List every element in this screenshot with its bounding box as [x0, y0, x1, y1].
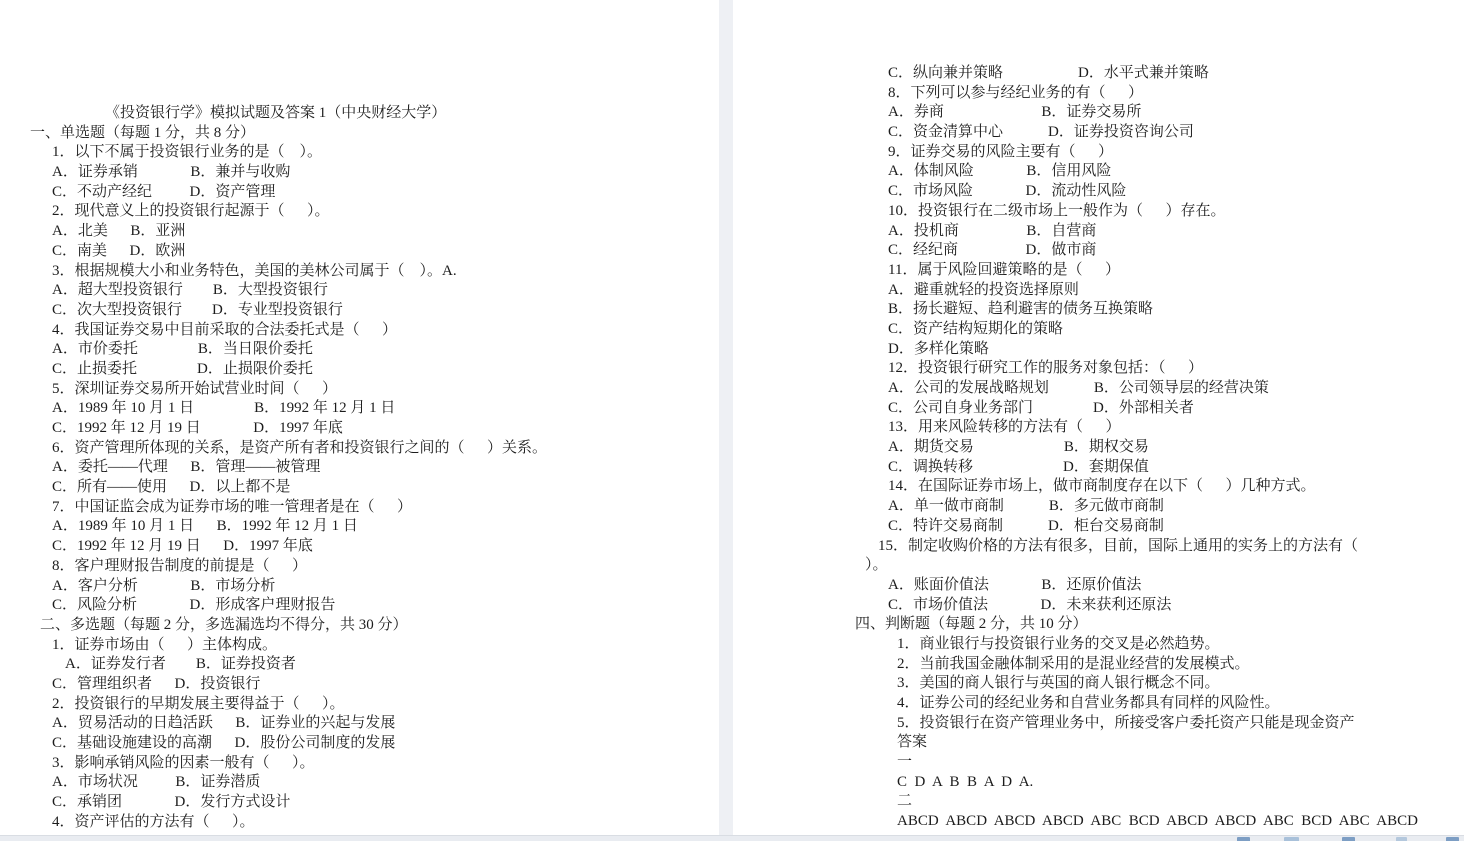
text-line: 2．现代意义上的投资银行起源于（ ）。	[52, 203, 330, 220]
text-line: 10．投资银行在二级市场上一般作为（ ）存在。	[888, 202, 1226, 219]
text-line: C．风险分析 D．形成客户理财报告	[52, 597, 336, 614]
bottom-toolbar-strip	[0, 835, 1464, 841]
text-line: C．1992 年 12 月 19 日 D．1997 年底	[52, 420, 343, 436]
text-line: A．市场状况 B．证券潜质	[52, 774, 261, 791]
text-line: 2．当前我国金融体制采用的是混业经营的发展模式。	[897, 655, 1250, 672]
text-line: 8．下列可以参与经纪业务的有（ ）	[888, 84, 1144, 101]
text-line: A．公司的发展战略规划 B．公司领导层的经营决策	[888, 380, 1269, 396]
text-line: C．承销团 D．发行方式设计	[52, 794, 291, 811]
text-line: 1．商业银行与投资银行业务的交叉是必然趋势。	[897, 635, 1220, 652]
taskbar-icon-partial[interactable]	[1342, 837, 1355, 841]
text-line: A．账面价值法 B．还原价值法	[888, 576, 1142, 593]
taskbar-icon-partial[interactable]	[1284, 837, 1299, 841]
text-line: D．多样化策略	[888, 340, 989, 357]
text-line: 四、判断题（每题 2 分，共 10 分）	[855, 616, 1088, 633]
text-line: A．单一做市商制 B．多元做市商制	[888, 498, 1164, 515]
text-line: A．1989 年 10 月 1 日 B．1992 年 12 月 1 日	[52, 518, 358, 535]
taskbar-icon-partial[interactable]	[1237, 837, 1250, 841]
text-line: C．1992 年 12 月 19 日 D．1997 年底	[52, 538, 313, 555]
left-page-text	[0, 104, 719, 832]
page-right	[733, 0, 1464, 836]
text-line: 《投资银行学》模拟试题及答案 1（中央财经大学）	[105, 105, 447, 121]
text-line: 15．制定收购价格的方法有很多，目前，国际上通用的实务上的方法有（	[878, 537, 1359, 554]
text-line: B．扬长避短、趋利避害的债务互换策略	[888, 301, 1154, 318]
text-line: 4．我国证券交易中目前采取的合法委托式是（ ）	[52, 321, 398, 338]
text-line: A．期货交易 B．期权交易	[888, 439, 1149, 456]
text-line: C．资产结构短期化的策略	[888, 320, 1064, 337]
text-line: A．券商 B．证券交易所	[888, 104, 1142, 121]
text-line: 一	[897, 754, 913, 771]
text-line: 13．用来风险转移的方法有（ ）	[888, 419, 1121, 436]
text-line: 2．投资银行的早期发展主要得益于（ ）。	[52, 695, 345, 712]
text-line: C．调换转移 D．套期保值	[888, 458, 1149, 475]
text-line: ）。	[865, 557, 888, 574]
text-line: 答案	[897, 734, 928, 751]
text-line: A．1989 年 10 月 1 日 B．1992 年 12 月 1 日	[52, 400, 396, 417]
text-line: A．北美 B．亚洲	[52, 223, 186, 240]
text-line: 4．资产评估的方法有（ ）。	[52, 813, 255, 830]
text-line: 3．影响承销风险的因素一般有（ ）。	[52, 754, 315, 771]
text-line: C．所有——使用 D．以上都不是	[52, 479, 291, 496]
page-divider	[719, 0, 733, 836]
text-line: 二	[897, 793, 913, 810]
text-line: C．市场风险 D．流动性风险	[888, 183, 1127, 200]
text-line: C．市场价值法 D．未来获利还原法	[888, 596, 1172, 613]
text-line: C．特许交易商制 D．柜台交易商制	[888, 517, 1164, 534]
text-line: 4．证券公司的经纪业务和自营业务都具有同样的风险性。	[897, 695, 1280, 711]
text-line: A．证券发行者 B．证券投资者	[65, 656, 296, 673]
text-line: 3．美国的商人银行与英国的商人银行概念不同。	[897, 675, 1220, 692]
text-line: C．管理组织者 D．投资银行	[52, 675, 261, 692]
taskbar-icon-partial[interactable]	[1396, 837, 1407, 841]
text-line: A．客户分析 B．市场分析	[52, 577, 276, 594]
text-line: A．市价委托 B．当日限价委托	[52, 341, 313, 358]
text-line: 一、单选题（每题 1 分，共 8 分）	[30, 124, 256, 141]
text-line: ABCD ABCD ABCD ABCD ABC BCD ABCD ABCD ABC BCD ABC ABCD	[897, 813, 1418, 830]
text-line: 1．证券市场由（ ）主体构成。	[52, 636, 278, 653]
right-page-text	[733, 64, 1464, 832]
text-line: C．资金清算中心 D．证券投资咨询公司	[888, 124, 1194, 141]
text-line: 12．投资银行研究工作的服务对象包括：（ ）	[888, 360, 1204, 377]
text-line: C．纵向兼并策略 D．水平式兼并策略	[888, 65, 1209, 81]
text-line: C．不动产经纪 D．资产管理	[52, 183, 276, 200]
text-line: 5．深圳证券交易所开始试营业时间（ ）	[52, 380, 338, 397]
text-line: 6．资产管理所体现的关系，是资产所有者和投资银行之间的（ ）关系。	[52, 439, 548, 456]
text-line: A．证券承销 B．兼并与收购	[52, 164, 291, 181]
text-line: A．超大型投资银行 B．大型投资银行	[52, 282, 328, 299]
text-line: C．次大型投资银行 D．专业型投资银行	[52, 301, 343, 318]
text-line: C．南美 D．欧洲	[52, 242, 186, 259]
text-line: C．公司自身业务部门 D．外部相关者	[888, 399, 1194, 416]
text-line: C．止损委托 D．止损限价委托	[52, 360, 313, 377]
text-line: A．体制风险 B．信用风险	[888, 163, 1112, 180]
taskbar-icon-partial[interactable]	[1446, 837, 1459, 841]
text-line: C．经纪商 D．做市商	[888, 242, 1097, 259]
text-line: A．委托——代理 B．管理——被管理	[52, 459, 321, 476]
text-line: 3．根据规模大小和业务特色，美国的美林公司属于（ ）。A.	[52, 262, 457, 279]
text-line: C．基础设施建设的高潮 D．股份公司制度的发展	[52, 735, 396, 751]
text-line: 7．中国证监会成为证券市场的唯一管理者是在（ ）	[52, 498, 413, 515]
text-line: 二、多选题（每题 2 分，多选漏选均不得分，共 30 分）	[40, 616, 408, 633]
text-line: 1．以下不属于投资银行业务的是（ ）。	[52, 144, 323, 161]
text-line: A．贸易活动的日趋活跃 B．证券业的兴起与发展	[52, 715, 396, 732]
page-left	[0, 0, 719, 836]
text-line: C D A B B A D A.	[897, 773, 1034, 790]
text-line: 11．属于风险回避策略的是（ ）	[888, 261, 1120, 278]
text-line: 8．客户理财报告制度的前提是（ ）	[52, 557, 308, 574]
text-line: 14．在国际证券市场上，做市商制度存在以下（ ）几种方式。	[888, 478, 1316, 495]
text-line: 9．证券交易的风险主要有（ ）	[888, 143, 1114, 160]
text-line: A．投机商 B．自营商	[888, 222, 1097, 239]
text-line: 5．投资银行在资产管理业务中，所接受客户委托资产只能是现金资产	[897, 714, 1355, 731]
text-line: A．避重就轻的投资选择原则	[888, 281, 1079, 298]
